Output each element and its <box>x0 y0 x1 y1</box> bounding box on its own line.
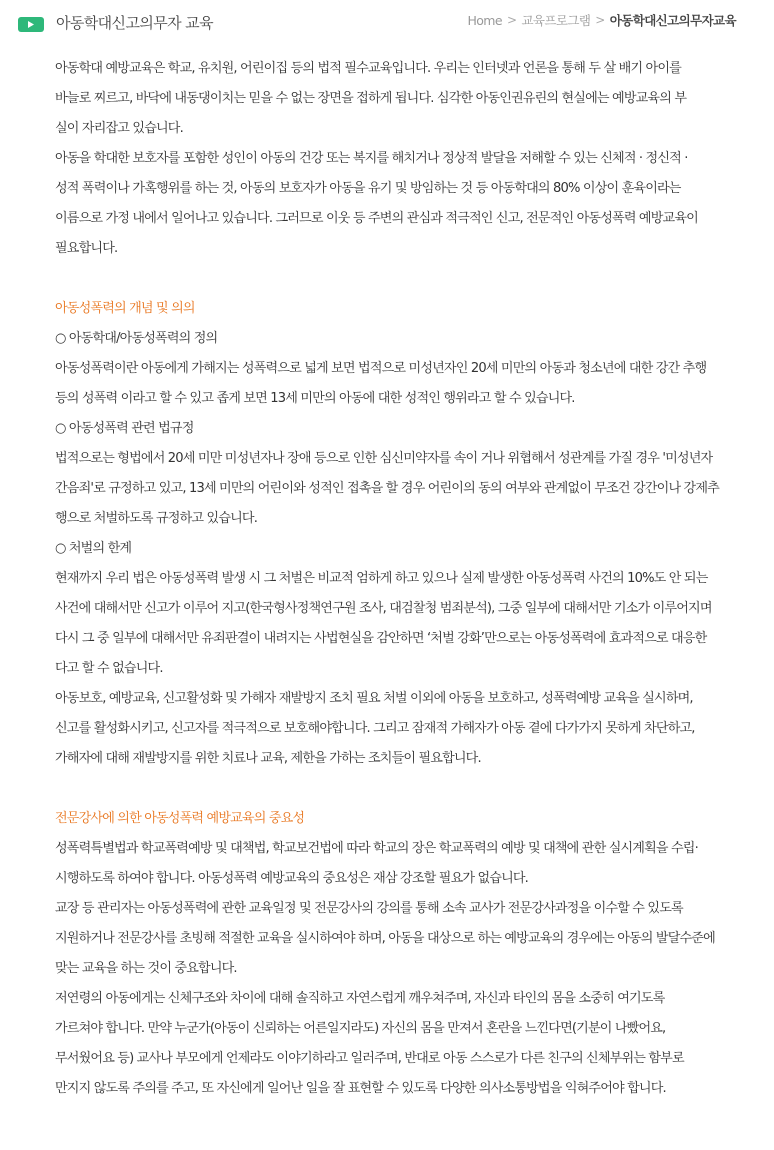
text-line: 무서웠어요 등) 교사나 부모에게 언제라도 이야기하라고 일러주며, 반대로 아동 스스로가 다른 친구의 신체부위는 함부로 <box>55 1051 684 1066</box>
section-heading: 아동성폭력의 개념 및 의의 <box>55 301 195 316</box>
text-line: 등의 성폭력 이라고 할 수 있고 좁게 보면 13세 미만의 아동에 대한 성적인 행위라고 할 수 있습니다. <box>55 391 575 406</box>
text-line: ○ 아동학대/아동성폭력의 정의 <box>55 331 218 346</box>
video-play-icon <box>18 17 44 32</box>
text-line: 아동학대 예방교육은 학교, 유치원, 어린이집 등의 법적 필수교육입니다. 우리는 인터넷과 언론을 통해 두 살 배기 아이를 <box>55 61 681 76</box>
text-line: 아동보호, 예방교육, 신고활성화 및 가해자 재발방지 조치 필요 처벌 이외에 아동을 보호하고, 성폭력예방 교육을 실시하며, <box>55 691 693 706</box>
text-line: 만지지 않도록 주의를 주고, 또 자신에게 일어난 일을 잘 표현할 수 있도록 다양한 의사소통방법을 익혀주어야 합니다. <box>55 1081 666 1096</box>
text-line: 시행하도록 하여야 합니다. 아동성폭력 예방교육의 중요성은 재삼 강조할 필요가 없습니다. <box>55 871 528 886</box>
text-line: 신고를 활성화시키고, 신고자를 적극적으로 보호해야합니다. 그리고 잠재적 가해자가 아동 곁에 다가가지 못하게 차단하고, <box>55 721 695 736</box>
text-line: 아동성폭력이란 아동에게 가해지는 성폭력으로 넓게 보면 법적으로 미성년자인 20세 미만의 아동과 청소년에 대한 강간 추행 <box>55 361 707 376</box>
text-line: 사건에 대해서만 신고가 이루어 지고(한국형사정책연구원 조사, 대검찰청 범죄분석), 그중 일부에 대해서만 기소가 이루어지며 <box>55 601 712 616</box>
text-line: 맞는 교육을 하는 것이 중요합니다. <box>55 961 237 976</box>
text-line: 아동을 학대한 보호자를 포함한 성인이 아동의 건강 또는 복지를 해치거나 정상적 발달을 저해할 수 있는 신체적 · 정신적 · <box>55 151 688 166</box>
text-line: 현재까지 우리 법은 아동성폭력 발생 시 그 처벌은 비교적 엄하게 하고 있으나 실제 발생한 아동성폭력 사건의 10%도 안 되는 <box>55 571 708 586</box>
chevron-right-icon: > <box>595 13 605 27</box>
text-line: 법적으로는 형법에서 20세 미만 미성년자나 장애 등으로 인한 심신미약자를 속이 거나 위협해서 성관계를 가질 경우 '미성년자 <box>55 451 713 466</box>
section-heading: 전문강사에 의한 아동성폭력 예방교육의 중요성 <box>55 811 305 826</box>
breadcrumb-current: 아동학대신고의무자교육 <box>609 13 736 28</box>
text-line: ○ 아동성폭력 관련 법규정 <box>55 421 194 436</box>
text-line: 성적 폭력이나 가혹행위를 하는 것, 아동의 보호자가 아동을 유기 및 방임하는 것 등 아동학대의 80% 이상이 훈육이라는 <box>55 181 681 196</box>
chevron-right-icon: > <box>506 13 517 27</box>
text-line: 이름으로 가정 내에서 일어나고 있습니다. 그러므로 이웃 등 주변의 관심과 적극적인 신고, 전문적인 아동성폭력 예방교육이 <box>55 211 698 226</box>
text-line: 간음죄'로 규정하고 있고, 13세 미만의 어린이와 성적인 접촉을 할 경우 어린이의 동의 여부와 관계없이 무조건 강간이나 강제추 <box>55 481 719 496</box>
text-line: 다고 할 수 없습니다. <box>55 661 163 676</box>
breadcrumb-programs[interactable]: 교육프로그램 <box>521 13 591 28</box>
text-line: 가해자에 대해 재발방지를 위한 치료나 교육, 제한을 가하는 조치들이 필요합니다. <box>55 751 481 766</box>
text-line: 행으로 처벌하도록 규정하고 있습니다. <box>55 511 258 526</box>
text-line: 실이 자리잡고 있습니다. <box>55 121 183 136</box>
breadcrumb <box>467 11 736 29</box>
section-spacer <box>55 774 757 804</box>
text-line: 필요합니다. <box>55 241 118 256</box>
text-line: 교장 등 관리자는 아동성폭력에 관한 교육일정 및 전문강사의 강의를 통해 소속 교사가 전문강사과정을 이수할 수 있도록 <box>55 901 683 916</box>
text-line: 바늘로 찌르고, 바닥에 내동댕이치는 믿을 수 없는 장면을 접하게 됩니다. 심각한 아동인권유린의 현실에는 예방교육의 부 <box>55 91 687 106</box>
text-line: 가르쳐야 합니다. 만약 누군가(아동이 신뢰하는 어른일지라도) 자신의 몸을 만져서 혼란을 느낀다면(기분이 나빴어요, <box>55 1021 666 1036</box>
breadcrumb-home[interactable]: Home <box>467 12 502 28</box>
page-header <box>0 0 774 46</box>
section-spacer <box>55 264 757 294</box>
text-line: 성폭력특별법과 학교폭력예방 및 대책법, 학교보건법에 따라 학교의 장은 학교폭력의 예방 및 대책에 관한 실시계획을 수립· <box>55 841 698 856</box>
text-line: 저연령의 아동에게는 신체구조와 차이에 대해 솔직하고 자연스럽게 깨우쳐주며, 자신과 타인의 몸을 소중히 여기도록 <box>55 991 665 1006</box>
page-title: 아동학대신고의무자 교육 <box>56 14 213 32</box>
text-line: ○ 처벌의 한계 <box>55 541 132 556</box>
text-line: 지원하거나 전문강사를 초빙해 적절한 교육을 실시하여야 하며, 아동을 대상으로 하는 예방교육의 경우에는 아동의 발달수준에 <box>55 931 715 946</box>
article-body <box>55 54 757 1104</box>
text-line: 다시 그 중 일부에 대해서만 유죄판결이 내려지는 사법현실을 감안하면 ‘처벌 강화’만으로는 아동성폭력에 효과적으로 대응한 <box>55 631 707 646</box>
